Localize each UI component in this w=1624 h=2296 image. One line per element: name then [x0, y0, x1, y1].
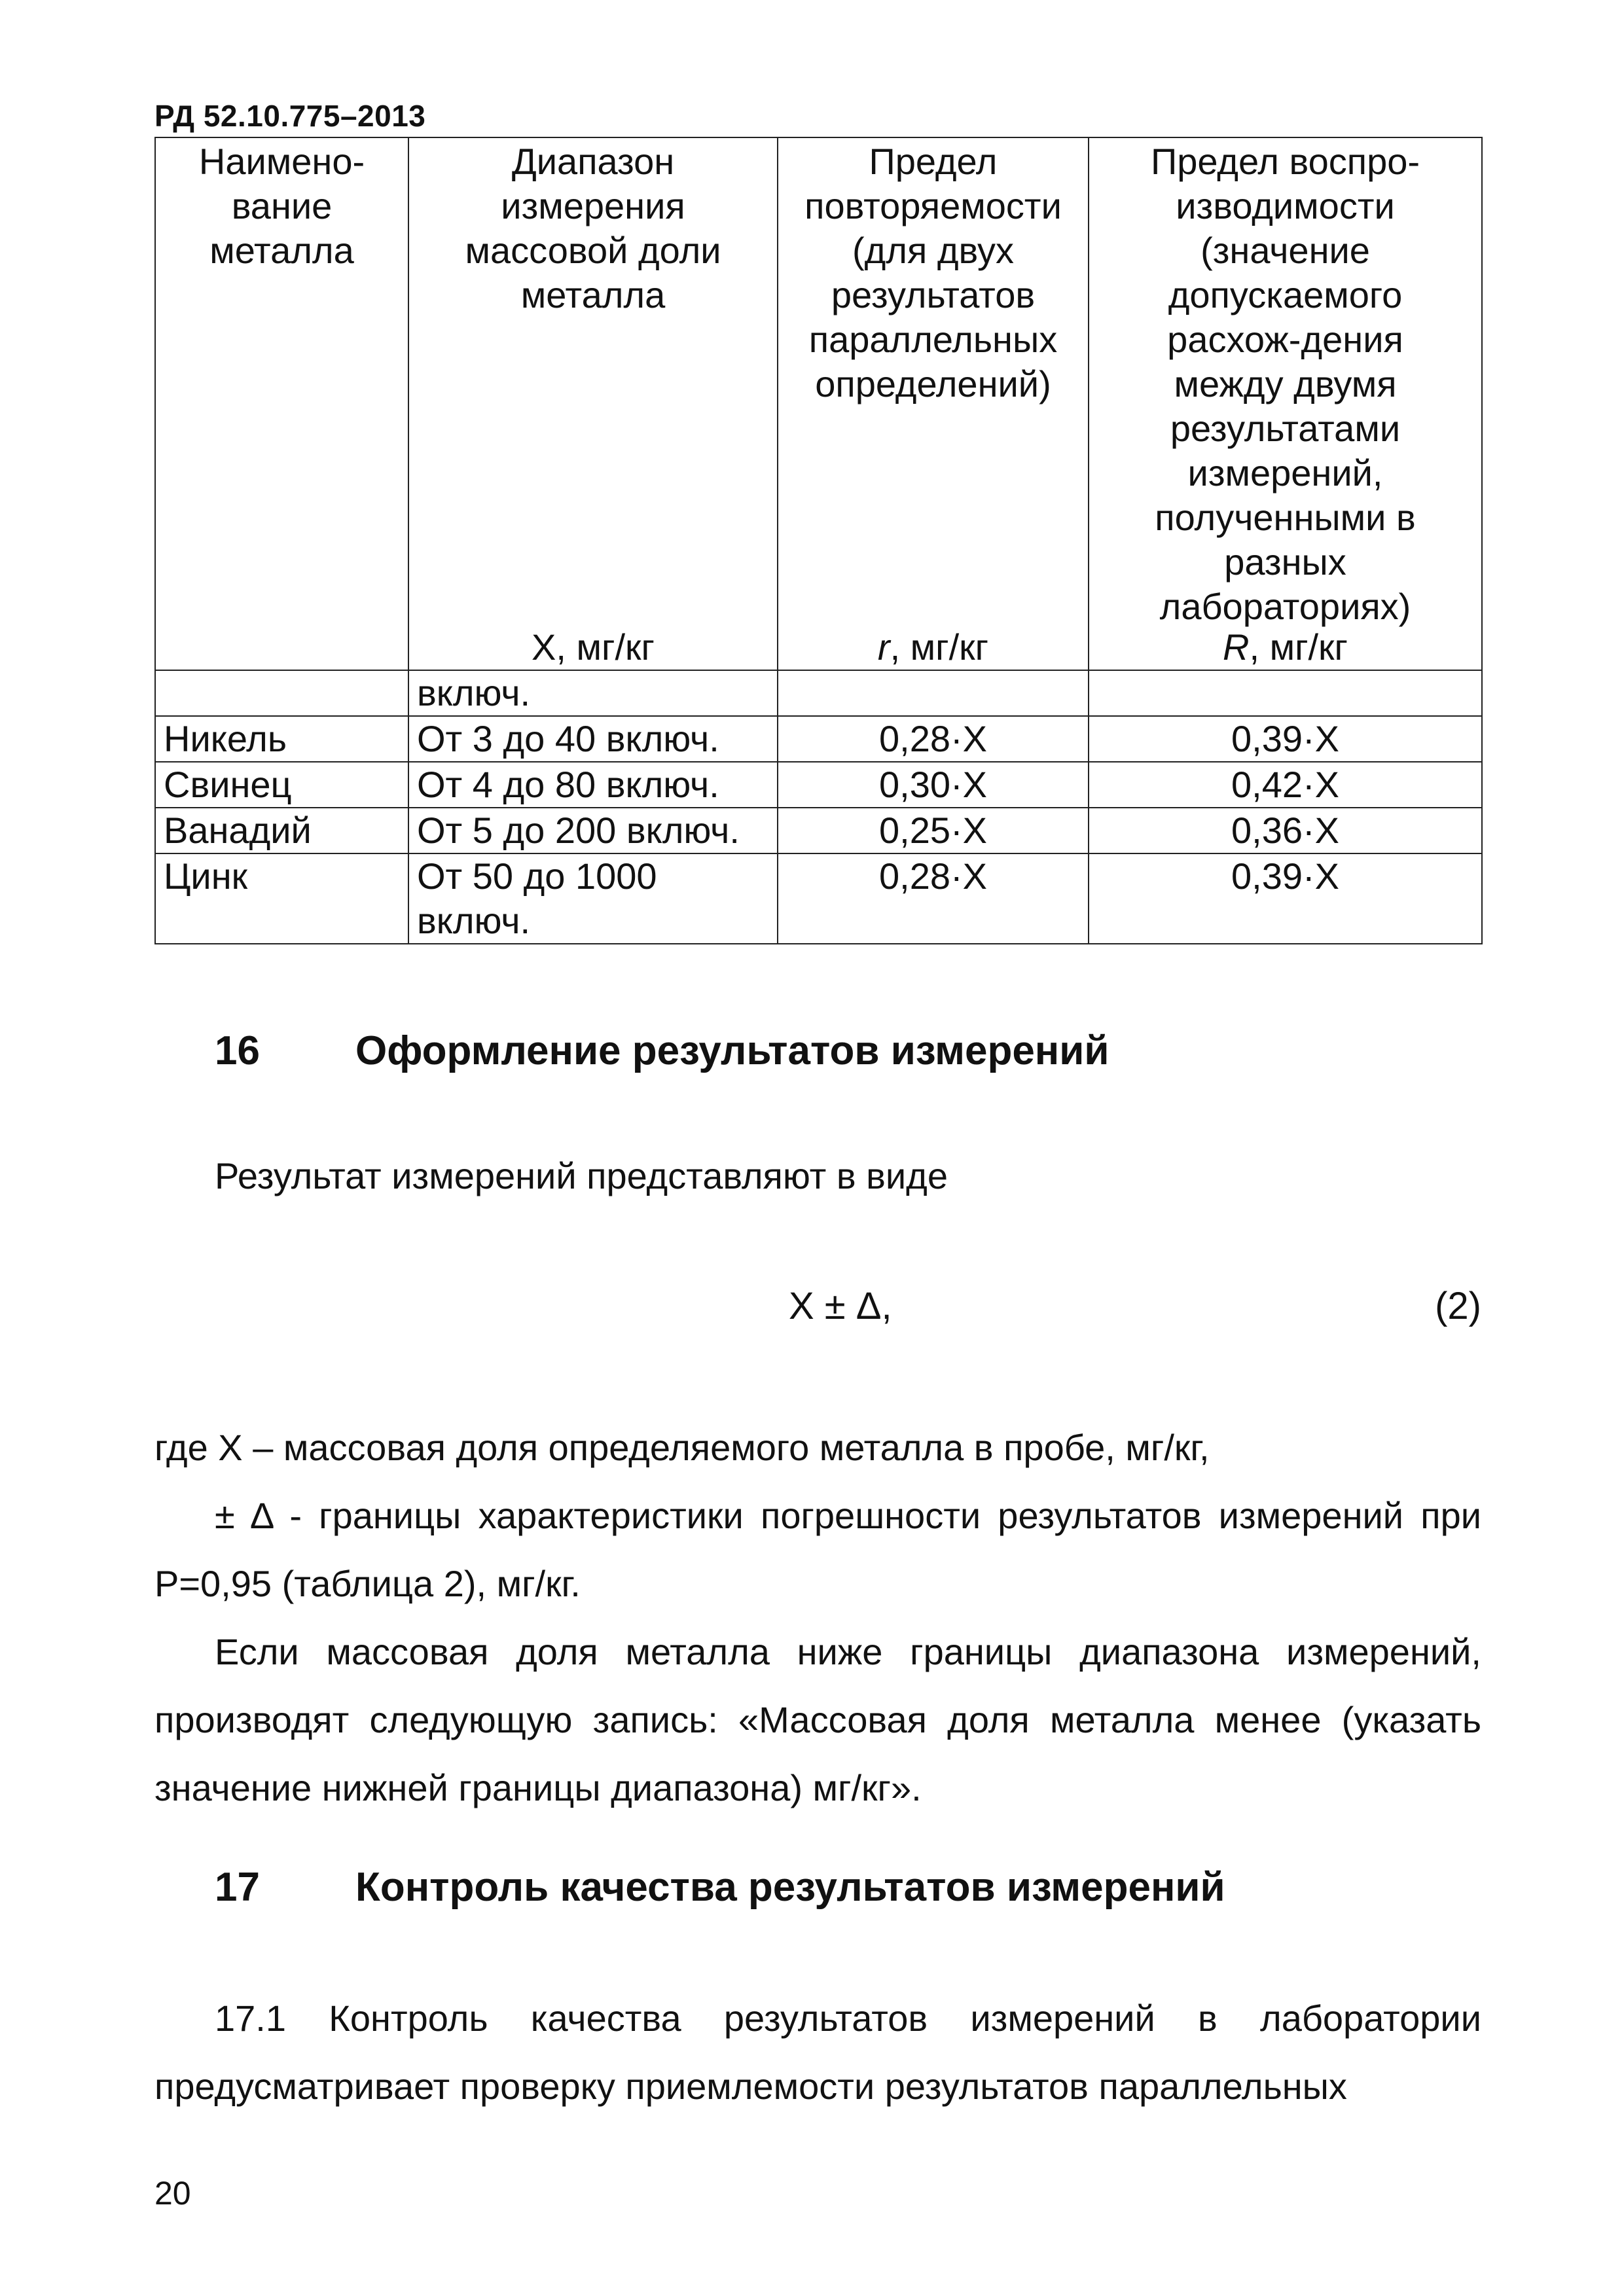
header-range — [408, 137, 778, 670]
document-header: РД 52.10.775–2013 — [154, 99, 426, 133]
cell-range: От 3 до 40 включ. — [408, 716, 778, 762]
cell-metal-name: Ванадий — [155, 808, 408, 853]
cell-R: 0,36·X — [1089, 808, 1482, 853]
section-17-number: 17 — [215, 1865, 260, 1910]
header-metal-name — [155, 137, 408, 670]
unit-var-R: R — [1223, 626, 1250, 668]
cell-r: 0,28·X — [778, 853, 1089, 944]
cell-R: 0,39·X — [1089, 716, 1482, 762]
cell-r: 0,25·X — [778, 808, 1089, 853]
header-metal-name-text: Наимено- вание металла — [198, 141, 365, 271]
note-paragraph: Если массовая доля металла ниже границы диапазона измерений, производят следующую запись: «Массовая доля металла менее (указать значение нижней границы диапазона) мг/кг». — [154, 1631, 1481, 1808]
unit-var-r: r — [877, 626, 890, 668]
header-reproducibility-unit — [1089, 625, 1481, 670]
delta-line: ± Δ - границы характеристики погрешности результатов измерений при P=0,95 (таблица 2), мг/кг. — [154, 1495, 1481, 1604]
cell-R: 0,42·X — [1089, 762, 1482, 808]
cell-metal-name — [155, 670, 408, 716]
section-17-title: Контроль качества результатов измерений — [355, 1865, 1225, 1910]
page-number: 20 — [154, 2175, 191, 2212]
cell-r: 0,28·X — [778, 716, 1089, 762]
section-17-heading — [215, 1864, 1225, 1910]
header-repeatability-text: Предел повторяемости (для двух результатов параллельных определений) — [804, 141, 1062, 404]
cell-metal-name: Свинец — [155, 762, 408, 808]
header-range-unit: X, мг/кг — [532, 626, 655, 668]
cell-R — [1089, 670, 1482, 716]
table-row — [155, 808, 1482, 853]
cell-r: 0,30·X — [778, 762, 1089, 808]
cell-R: 0,39·X — [1089, 853, 1482, 944]
table-row — [155, 716, 1482, 762]
cell-metal-name: Никель — [155, 716, 408, 762]
metals-table — [154, 137, 1483, 944]
where-line: где X – массовая доля определяемого металла в пробе, мг/кг, — [154, 1427, 1210, 1468]
header-reproducibility-text: Предел воспро- изводимости (значение допускаемого расхож-дения между двумя результатами измерений, полученными в разных лабораториях) — [1150, 141, 1420, 627]
section-16-title: Оформление результатов измерений — [355, 1028, 1110, 1073]
table-row — [155, 762, 1482, 808]
header-repeatability — [778, 137, 1089, 670]
unit-rest-R: , мг/кг — [1249, 626, 1348, 668]
header-reproducibility — [1089, 137, 1482, 670]
cell-range: включ. — [408, 670, 778, 716]
table-row — [155, 670, 1482, 716]
cell-range: От 5 до 200 включ. — [408, 808, 778, 853]
section-16-number: 16 — [215, 1028, 260, 1073]
section-16-intro: Результат измерений представляют в виде — [215, 1155, 948, 1196]
cell-range: От 50 до 1000 включ. — [408, 853, 778, 944]
cell-range: От 4 до 80 включ. — [408, 762, 778, 808]
header-repeatability-unit — [778, 625, 1088, 670]
cell-r — [778, 670, 1089, 716]
cell-metal-name: Цинк — [155, 853, 408, 944]
header-range-text: Диапазон измерения массовой доли металла — [465, 141, 721, 315]
unit-rest-r: , мг/кг — [890, 626, 989, 668]
table-header-row — [155, 137, 1482, 670]
section-16-heading — [215, 1028, 1109, 1074]
table-row — [155, 853, 1482, 944]
formula-number: (2) — [1435, 1285, 1481, 1327]
section-17-paragraph: 17.1 Контроль качества результатов измерений в лаборатории предусматривает проверку приемлемости результатов параллельных — [154, 1998, 1481, 2107]
formula: X ± Δ, — [789, 1285, 892, 1327]
